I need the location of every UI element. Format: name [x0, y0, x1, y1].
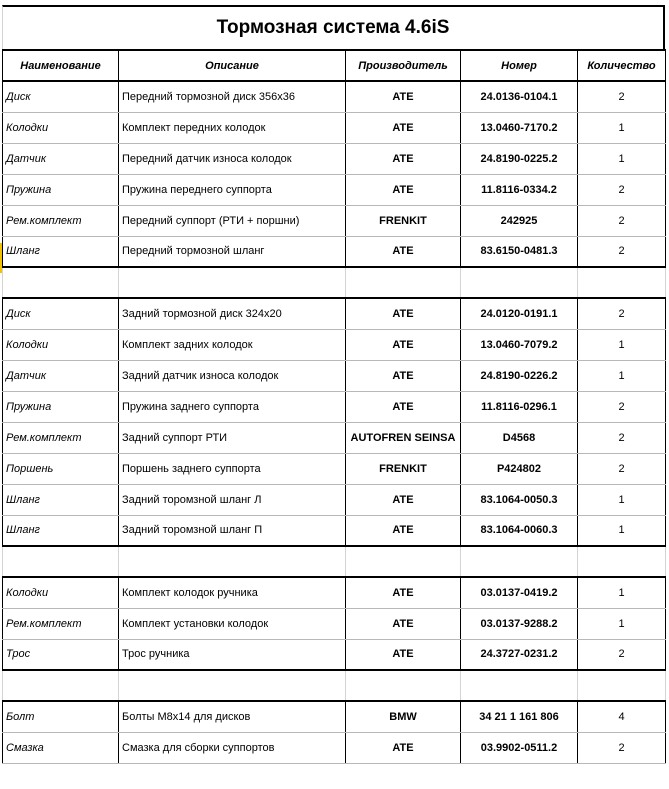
cell-name[interactable]: Пружина [3, 174, 119, 205]
cell-name[interactable]: Болт [3, 701, 119, 732]
empty-cell[interactable] [346, 546, 461, 577]
table-row [3, 577, 666, 608]
cell-quantity[interactable]: 2 [578, 422, 666, 453]
cell-number[interactable]: 03.0137-9288.2 [461, 608, 578, 639]
cell-number[interactable]: 11.8116-0296.1 [461, 391, 578, 422]
cell-manufacturer[interactable]: ATE [346, 391, 461, 422]
cell-name[interactable]: Поршень [3, 453, 119, 484]
cell-description[interactable]: Комплект передних колодок [119, 112, 346, 143]
empty-cell[interactable] [578, 546, 666, 577]
cell-number[interactable]: P424802 [461, 453, 578, 484]
cell-description[interactable]: Задний торомзной шланг П [119, 515, 346, 546]
cell-name[interactable]: Диск [3, 298, 119, 329]
cell-manufacturer[interactable]: ATE [346, 608, 461, 639]
cell-manufacturer[interactable]: ATE [346, 732, 461, 763]
cell-name[interactable]: Пружина [3, 391, 119, 422]
cell-quantity[interactable]: 2 [578, 391, 666, 422]
table-row [3, 391, 666, 422]
cell-name[interactable]: Рем.комплект [3, 422, 119, 453]
cell-number[interactable]: 34 21 1 161 806 [461, 701, 578, 732]
cell-name[interactable]: Шланг [3, 236, 119, 267]
cell-quantity[interactable]: 1 [578, 515, 666, 546]
table-row [3, 81, 666, 112]
table-row [3, 608, 666, 639]
cell-name[interactable]: Колодки [3, 329, 119, 360]
cell-manufacturer[interactable]: FRENKIT [346, 205, 461, 236]
cell-number[interactable]: 24.8190-0225.2 [461, 143, 578, 174]
cell-quantity[interactable]: 1 [578, 143, 666, 174]
cell-description[interactable]: Передний тормозной диск 356x36 [119, 81, 346, 112]
empty-cell[interactable] [461, 267, 578, 298]
table-row [3, 515, 666, 546]
empty-cell[interactable] [578, 670, 666, 701]
table-row [3, 422, 666, 453]
table-row [3, 701, 666, 732]
cell-manufacturer[interactable]: ATE [346, 236, 461, 267]
empty-cell[interactable] [3, 670, 119, 701]
cell-description[interactable]: Передний датчик износа колодок [119, 143, 346, 174]
cell-name[interactable]: Трос [3, 639, 119, 670]
table-row [3, 329, 666, 360]
cell-name[interactable]: Датчик [3, 360, 119, 391]
cell-description[interactable]: Пружина переднего суппорта [119, 174, 346, 205]
empty-cell[interactable] [119, 546, 346, 577]
cell-manufacturer[interactable]: ATE [346, 577, 461, 608]
table-row [3, 639, 666, 670]
cell-manufacturer[interactable]: FRENKIT [346, 453, 461, 484]
spacer-row [3, 267, 666, 298]
cell-manufacturer[interactable]: ATE [346, 329, 461, 360]
cell-description[interactable]: Болты M8x14 для дисков [119, 701, 346, 732]
cell-number[interactable]: 24.0120-0191.1 [461, 298, 578, 329]
table-row [3, 174, 666, 205]
table-row [3, 360, 666, 391]
cell-name[interactable]: Датчик [3, 143, 119, 174]
empty-cell[interactable] [346, 670, 461, 701]
cell-number[interactable]: 83.6150-0481.3 [461, 236, 578, 267]
cell-number[interactable]: 24.8190-0226.2 [461, 360, 578, 391]
cell-manufacturer[interactable]: ATE [346, 81, 461, 112]
empty-cell[interactable] [461, 546, 578, 577]
spacer-row [3, 546, 666, 577]
cell-number[interactable]: 83.1064-0050.3 [461, 484, 578, 515]
header-row [3, 50, 666, 81]
empty-cell[interactable] [578, 267, 666, 298]
cell-quantity[interactable]: 1 [578, 329, 666, 360]
cell-description[interactable]: Пружина заднего суппорта [119, 391, 346, 422]
table-row [3, 112, 666, 143]
spacer-row [3, 670, 666, 701]
cell-name[interactable]: Шланг [3, 515, 119, 546]
cell-description[interactable]: Задний датчик износа колодок [119, 360, 346, 391]
parts-table [2, 49, 666, 764]
table-body [3, 81, 666, 763]
cell-number[interactable]: 13.0460-7170.2 [461, 112, 578, 143]
cell-quantity[interactable]: 4 [578, 701, 666, 732]
cell-manufacturer[interactable]: ATE [346, 639, 461, 670]
cell-name[interactable]: Колодки [3, 112, 119, 143]
cell-number[interactable]: 13.0460-7079.2 [461, 329, 578, 360]
cell-manufacturer[interactable]: BMW [346, 701, 461, 732]
header-description[interactable]: Описание [119, 50, 346, 81]
cell-number[interactable]: 24.3727-0231.2 [461, 639, 578, 670]
cell-description[interactable]: Смазка для сборки суппортов [119, 732, 346, 763]
cell-manufacturer[interactable]: ATE [346, 174, 461, 205]
cell-quantity[interactable]: 1 [578, 608, 666, 639]
cell-quantity[interactable]: 2 [578, 236, 666, 267]
cell-quantity[interactable]: 2 [578, 298, 666, 329]
cell-description[interactable]: Трос ручника [119, 639, 346, 670]
table-row [3, 732, 666, 763]
table-row [3, 205, 666, 236]
sheet-title[interactable]: Тормозная система 4.6iS [2, 5, 665, 49]
cell-quantity[interactable]: 2 [578, 205, 666, 236]
table-row [3, 236, 666, 267]
cell-name[interactable]: Колодки [3, 577, 119, 608]
cell-manufacturer[interactable]: ATE [346, 112, 461, 143]
cell-number[interactable]: 83.1064-0060.3 [461, 515, 578, 546]
cell-manufacturer[interactable]: ATE [346, 298, 461, 329]
cell-number[interactable]: 242925 [461, 205, 578, 236]
empty-cell[interactable] [461, 670, 578, 701]
cell-manufacturer[interactable]: AUTOFREN SEINSA [346, 422, 461, 453]
header-manufacturer[interactable]: Производитель [346, 50, 461, 81]
empty-cell[interactable] [3, 546, 119, 577]
cell-quantity[interactable]: 2 [578, 174, 666, 205]
cell-number[interactable]: 11.8116-0334.2 [461, 174, 578, 205]
cell-quantity[interactable]: 1 [578, 577, 666, 608]
cell-description[interactable]: Комплект задних колодок [119, 329, 346, 360]
empty-cell[interactable] [346, 267, 461, 298]
cell-quantity[interactable]: 1 [578, 112, 666, 143]
cell-description[interactable]: Задний суппорт РТИ [119, 422, 346, 453]
cell-description[interactable]: Комплект колодок ручника [119, 577, 346, 608]
table-row [3, 298, 666, 329]
empty-cell[interactable] [119, 670, 346, 701]
header-quantity[interactable]: Количество [578, 50, 666, 81]
cell-number[interactable]: 03.0137-0419.2 [461, 577, 578, 608]
table-row [3, 484, 666, 515]
cell-quantity[interactable]: 2 [578, 453, 666, 484]
cell-number[interactable]: 03.9902-0511.2 [461, 732, 578, 763]
cell-number[interactable]: 24.0136-0104.1 [461, 81, 578, 112]
cell-manufacturer[interactable]: ATE [346, 143, 461, 174]
cell-manufacturer[interactable]: ATE [346, 360, 461, 391]
cell-description[interactable]: Передний тормозной шланг [119, 236, 346, 267]
cell-quantity[interactable]: 2 [578, 81, 666, 112]
table-row [3, 453, 666, 484]
cell-description[interactable]: Поршень заднего суппорта [119, 453, 346, 484]
cell-description[interactable]: Задний тормозной диск 324x20 [119, 298, 346, 329]
empty-cell[interactable] [119, 267, 346, 298]
cell-quantity[interactable]: 1 [578, 360, 666, 391]
header-number[interactable]: Номер [461, 50, 578, 81]
cell-name[interactable]: Диск [3, 81, 119, 112]
cell-number[interactable]: D4568 [461, 422, 578, 453]
cell-description[interactable]: Комплект установки колодок [119, 608, 346, 639]
cell-quantity[interactable]: 2 [578, 639, 666, 670]
empty-cell[interactable] [3, 267, 119, 298]
cell-description[interactable]: Задний торомзной шланг Л [119, 484, 346, 515]
cell-name[interactable]: Рем.комплект [3, 205, 119, 236]
cell-description[interactable]: Передний суппорт (РТИ + поршни) [119, 205, 346, 236]
cell-manufacturer[interactable]: ATE [346, 484, 461, 515]
cell-name[interactable]: Шланг [3, 484, 119, 515]
cell-manufacturer[interactable]: ATE [346, 515, 461, 546]
cell-name[interactable]: Рем.комплект [3, 608, 119, 639]
cell-quantity[interactable]: 2 [578, 732, 666, 763]
header-name[interactable]: Наименование [3, 50, 119, 81]
cell-quantity[interactable]: 1 [578, 484, 666, 515]
cell-name[interactable]: Смазка [3, 732, 119, 763]
table-row [3, 143, 666, 174]
